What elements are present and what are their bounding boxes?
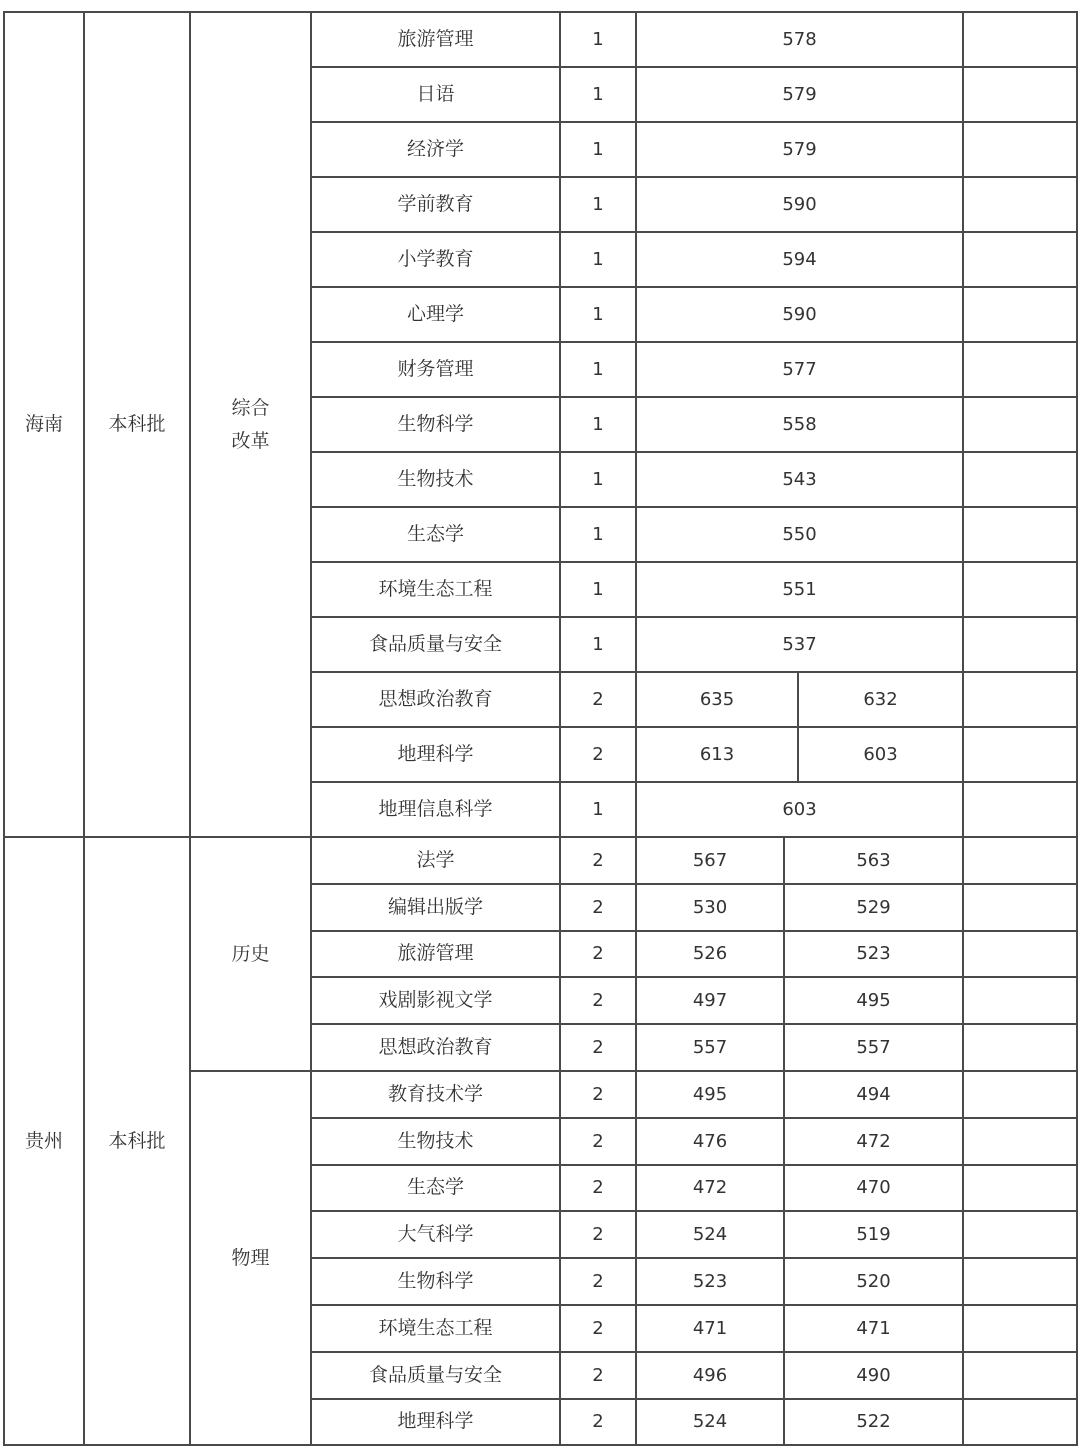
count-cell: 1 <box>592 469 604 490</box>
count-cell: 1 <box>592 194 604 215</box>
column-border <box>189 836 191 1446</box>
count-cell: 1 <box>592 29 604 50</box>
major-cell: 生物技术 <box>397 468 474 490</box>
column-border <box>962 836 964 1446</box>
high-score-cell: 635 <box>699 689 735 710</box>
province-cell: 海南 <box>24 413 63 435</box>
score-split-border <box>783 1305 785 1352</box>
score-split-border <box>797 727 799 782</box>
count-cell: 2 <box>592 1083 604 1105</box>
score-split-border <box>783 1165 785 1212</box>
count-cell: 1 <box>592 524 604 545</box>
major-cell: 旅游管理 <box>397 942 474 965</box>
major-cell: 心理学 <box>406 303 464 325</box>
low-score-cell: 495 <box>856 990 891 1012</box>
count-cell: 1 <box>592 139 604 160</box>
count-cell: 1 <box>592 634 604 655</box>
count-cell: 2 <box>592 1317 604 1339</box>
score-split-border <box>783 977 785 1024</box>
major-cell: 教育技术学 <box>387 1082 483 1105</box>
score-cell: 590 <box>782 194 817 215</box>
count-cell: 1 <box>592 414 604 435</box>
score-split-border <box>783 931 785 978</box>
score-cell: 590 <box>782 304 817 325</box>
count-cell: 2 <box>592 1177 604 1199</box>
score-cell: 603 <box>782 799 817 820</box>
low-score-cell: 520 <box>856 1271 891 1293</box>
count-cell: 1 <box>592 799 604 820</box>
count-cell: 1 <box>592 249 604 270</box>
low-score-cell: 494 <box>856 1083 891 1105</box>
high-score-cell: 497 <box>692 990 728 1012</box>
count-cell: 2 <box>592 1037 604 1059</box>
major-cell: 思想政治教育 <box>378 1036 493 1059</box>
count-cell: 2 <box>592 1364 604 1386</box>
column-border <box>83 836 85 1446</box>
count-cell: 2 <box>592 744 604 765</box>
column-border <box>3 836 5 1446</box>
low-score-cell: 522 <box>856 1411 891 1433</box>
major-cell: 财务管理 <box>397 358 474 380</box>
low-score-cell: 632 <box>863 689 898 710</box>
column-border <box>559 836 561 1446</box>
score-cell: 550 <box>782 524 817 545</box>
table-bottom-border <box>4 1444 1077 1446</box>
count-cell: 2 <box>592 689 604 710</box>
low-score-cell: 523 <box>856 943 891 965</box>
column-border <box>83 11 85 838</box>
major-cell: 生物技术 <box>397 1129 474 1152</box>
major-cell: 经济学 <box>406 138 464 160</box>
score-cell: 558 <box>782 414 817 435</box>
low-score-cell: 529 <box>856 896 891 918</box>
major-cell: 食品质量与安全 <box>368 633 502 655</box>
major-cell: 思想政治教育 <box>378 688 493 710</box>
batch-cell: 本科批 <box>108 1129 166 1152</box>
major-cell: 环境生态工程 <box>378 1316 493 1339</box>
low-score-cell: 490 <box>856 1364 891 1386</box>
column-border <box>559 11 561 838</box>
score-cell: 578 <box>782 29 817 50</box>
major-cell: 学前教育 <box>397 193 474 215</box>
major-cell: 生物科学 <box>397 1270 474 1293</box>
score-split-border <box>783 1211 785 1258</box>
major-cell: 小学教育 <box>397 248 474 270</box>
high-score-cell: 524 <box>692 1411 728 1433</box>
subject-cell <box>190 12 311 837</box>
score-split-border <box>783 1071 785 1118</box>
low-score-cell: 472 <box>856 1130 891 1152</box>
high-score-cell: 613 <box>699 744 735 765</box>
count-cell: 2 <box>592 849 604 871</box>
high-score-cell: 557 <box>692 1037 728 1059</box>
province-cell: 贵州 <box>24 1129 63 1152</box>
score-cell: 594 <box>782 249 817 270</box>
score-cell: 543 <box>782 469 817 490</box>
low-score-cell: 563 <box>856 849 891 871</box>
score-cell: 577 <box>782 359 817 380</box>
column-border <box>310 836 312 1446</box>
subject-line: 改革 <box>231 429 270 452</box>
count-cell: 2 <box>592 1130 604 1152</box>
high-score-cell: 567 <box>692 849 728 871</box>
major-cell: 戏剧影视文学 <box>378 989 493 1012</box>
major-cell: 大气科学 <box>397 1223 474 1246</box>
column-border <box>310 11 312 838</box>
major-cell: 编辑出版学 <box>387 895 483 918</box>
score-cell: 551 <box>782 579 817 600</box>
major-cell: 环境生态工程 <box>378 578 493 600</box>
count-cell: 1 <box>592 84 604 105</box>
high-score-cell: 524 <box>692 1224 728 1246</box>
high-score-cell: 526 <box>692 943 728 965</box>
column-border <box>962 11 964 838</box>
count-cell: 1 <box>592 359 604 380</box>
subject-cell: 历史 <box>231 942 270 965</box>
batch-cell: 本科批 <box>108 413 166 435</box>
high-score-cell: 530 <box>692 896 728 918</box>
count-cell: 2 <box>592 1224 604 1246</box>
count-cell: 2 <box>592 990 604 1012</box>
count-cell: 2 <box>592 1411 604 1433</box>
low-score-cell: 470 <box>856 1177 891 1199</box>
score-split-border <box>783 837 785 884</box>
major-cell: 生态学 <box>406 1176 464 1199</box>
major-cell: 食品质量与安全 <box>368 1363 502 1386</box>
score-cell: 579 <box>782 139 817 160</box>
major-cell: 地理科学 <box>397 1410 474 1433</box>
major-cell: 生态学 <box>406 523 464 545</box>
low-score-cell: 519 <box>856 1224 891 1246</box>
subject-line: 综合 <box>231 396 270 419</box>
score-split-border <box>783 884 785 931</box>
column-border <box>1076 836 1078 1446</box>
count-cell: 2 <box>592 1271 604 1293</box>
score-cell: 579 <box>782 84 817 105</box>
count-cell: 1 <box>592 304 604 325</box>
column-border <box>3 11 5 838</box>
column-border <box>635 836 637 1446</box>
high-score-cell: 471 <box>692 1317 728 1339</box>
score-split-border <box>797 672 799 727</box>
major-cell: 地理信息科学 <box>378 798 493 820</box>
major-cell: 生物科学 <box>397 413 474 435</box>
column-border <box>635 11 637 838</box>
low-score-cell: 471 <box>856 1317 891 1339</box>
column-border <box>1076 11 1078 838</box>
major-cell: 法学 <box>416 848 455 871</box>
low-score-cell: 603 <box>863 744 898 765</box>
high-score-cell: 472 <box>692 1177 728 1199</box>
score-split-border <box>783 1352 785 1399</box>
high-score-cell: 496 <box>692 1364 728 1386</box>
count-cell: 2 <box>592 896 604 918</box>
score-split-border <box>783 1399 785 1446</box>
high-score-cell: 476 <box>692 1130 728 1152</box>
score-cell: 537 <box>782 634 817 655</box>
low-score-cell: 557 <box>856 1037 891 1059</box>
count-cell: 2 <box>592 943 604 965</box>
major-cell: 日语 <box>416 83 455 105</box>
high-score-cell: 523 <box>692 1271 728 1293</box>
high-score-cell: 495 <box>692 1083 728 1105</box>
major-cell: 地理科学 <box>397 743 474 765</box>
score-split-border <box>783 1024 785 1071</box>
score-split-border <box>783 1258 785 1305</box>
score-split-border <box>783 1118 785 1165</box>
subject-cell: 物理 <box>231 1246 270 1269</box>
count-cell: 1 <box>592 579 604 600</box>
major-cell: 旅游管理 <box>397 28 474 50</box>
column-border <box>189 11 191 838</box>
